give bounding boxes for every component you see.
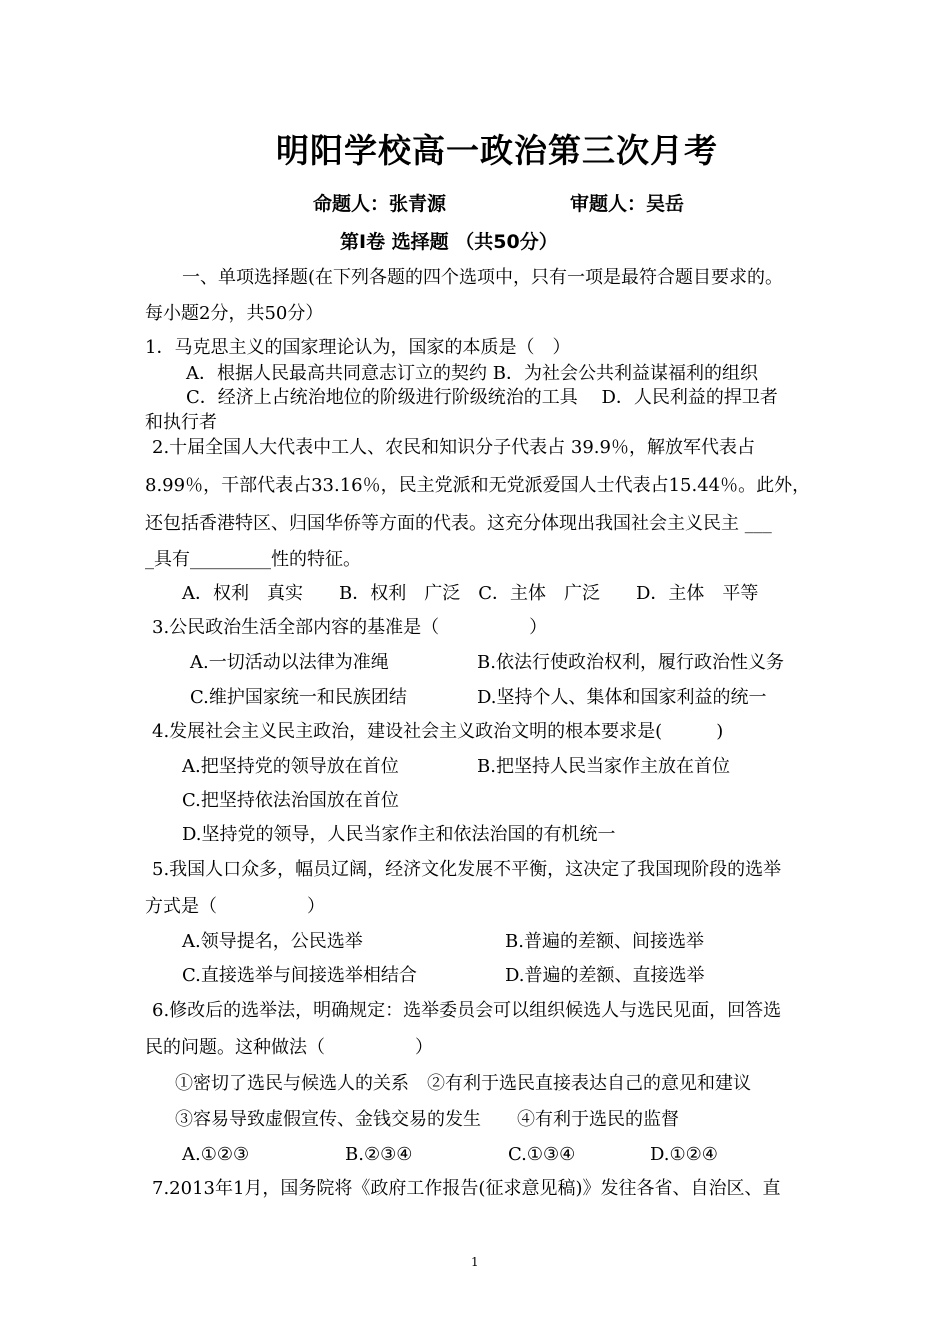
q6-option-a: A.①②③ (182, 1144, 250, 1165)
q3-option-a: A.一切活动以法律为准绳 (190, 652, 389, 673)
q3-option-b: B.依法行使政治权利，履行政治性义务 (477, 652, 784, 673)
q6-option-b: B.②③④ (345, 1144, 413, 1165)
reviewer-label: 审题人：吴岳 (570, 193, 685, 215)
q6-option-c: C.①③④ (508, 1144, 576, 1165)
q1-stem: 1．马克思主义的国家理论认为，国家的本质是（ ） (145, 337, 571, 358)
q4-option-c: C.把坚持依法治国放在首位 (182, 790, 399, 811)
instructions-line2: 每小题2分，共50分） (145, 303, 324, 324)
q4-option-d: D.坚持党的领导，人民当家作主和依法治国的有机统一 (182, 824, 616, 845)
q2-options: A．权利 真实 B．权利 广泛 C．主体 广泛 D．主体 平等 (182, 583, 759, 604)
q6-line1: 6.修改后的选举法，明确规定：选举委员会可以组织候选人与选民见面，回答选 (152, 1000, 782, 1021)
q5-option-d: D.普遍的差额、直接选举 (505, 965, 705, 986)
exam-title: 明阳学校高一政治第三次月考 (276, 131, 718, 170)
q1-options-ab: A．根据人民最高共同意志订立的契约 B．为社会公共利益谋福利的组织 (186, 363, 758, 384)
q3-option-c: C.维护国家统一和民族团结 (190, 687, 407, 708)
q5-option-a: A.领导提名，公民选举 (182, 931, 363, 952)
q4-option-b: B.把坚持人民当家作主放在首位 (477, 756, 730, 777)
q1-options-cd-cont: 和执行者 (145, 412, 217, 433)
instructions-line1: 一、单项选择题(在下列各题的四个选项中，只有一项是最符合题目要求的。 (182, 267, 784, 288)
page-number: 1 (471, 1255, 479, 1269)
q6-line2: 民的问题。这种做法（ ） (145, 1037, 433, 1058)
author-label: 命题人：张青源 (313, 193, 447, 215)
q4-stem: 4.发展社会主义民主政治，建设社会主义政治文明的根本要求是( ) (152, 721, 724, 742)
q6-option-d: D.①②④ (650, 1144, 718, 1165)
q3-option-d: D.坚持个人、集体和国家利益的统一 (477, 687, 767, 708)
q2-line2: 8.99％，干部代表占33.16％，民主党派和无党派爱国人士代表占15.44％。此外， (145, 475, 811, 496)
q6-statements-12: ①密切了选民与候选人的关系 ②有利于选民直接表达自己的意见和建议 (175, 1073, 751, 1094)
q5-line2: 方式是（ ） (145, 896, 325, 917)
q4-option-a: A.把坚持党的领导放在首位 (182, 756, 399, 777)
q5-option-c: C.直接选举与间接选举相结合 (182, 965, 417, 986)
q3-stem: 3.公民政治生活全部内容的基准是（ ） (152, 617, 548, 638)
q7-line1: 7.2013年1月，国务院将《政府工作报告(征求意见稿)》发往各省、自治区、直 (152, 1178, 781, 1199)
q5-line1: 5.我国人口众多，幅员辽阔，经济文化发展不平衡，这决定了我国现阶段的选举 (152, 859, 782, 880)
q5-option-b: B.普遍的差额、间接选举 (505, 931, 704, 952)
section-heading: 第Ⅰ卷 选择题 （共50分） (340, 231, 558, 253)
q1-options-cd: C．经济上占统治地位的阶级进行阶级统治的工具 D．人民利益的捍卫者 (186, 387, 778, 408)
q2-line3: 还包括香港特区、归国华侨等方面的代表。这充分体现出我国社会主义民主 ___ (145, 513, 772, 534)
q2-line4: _具有_________性的特征。 (145, 549, 361, 570)
q2-line1: 2.十届全国人大代表中工人、农民和知识分子代表占 39.9％，解放军代表占 (152, 437, 755, 458)
q6-statements-34: ③容易导致虚假宣传、金钱交易的发生 ④有利于选民的监督 (175, 1109, 679, 1130)
